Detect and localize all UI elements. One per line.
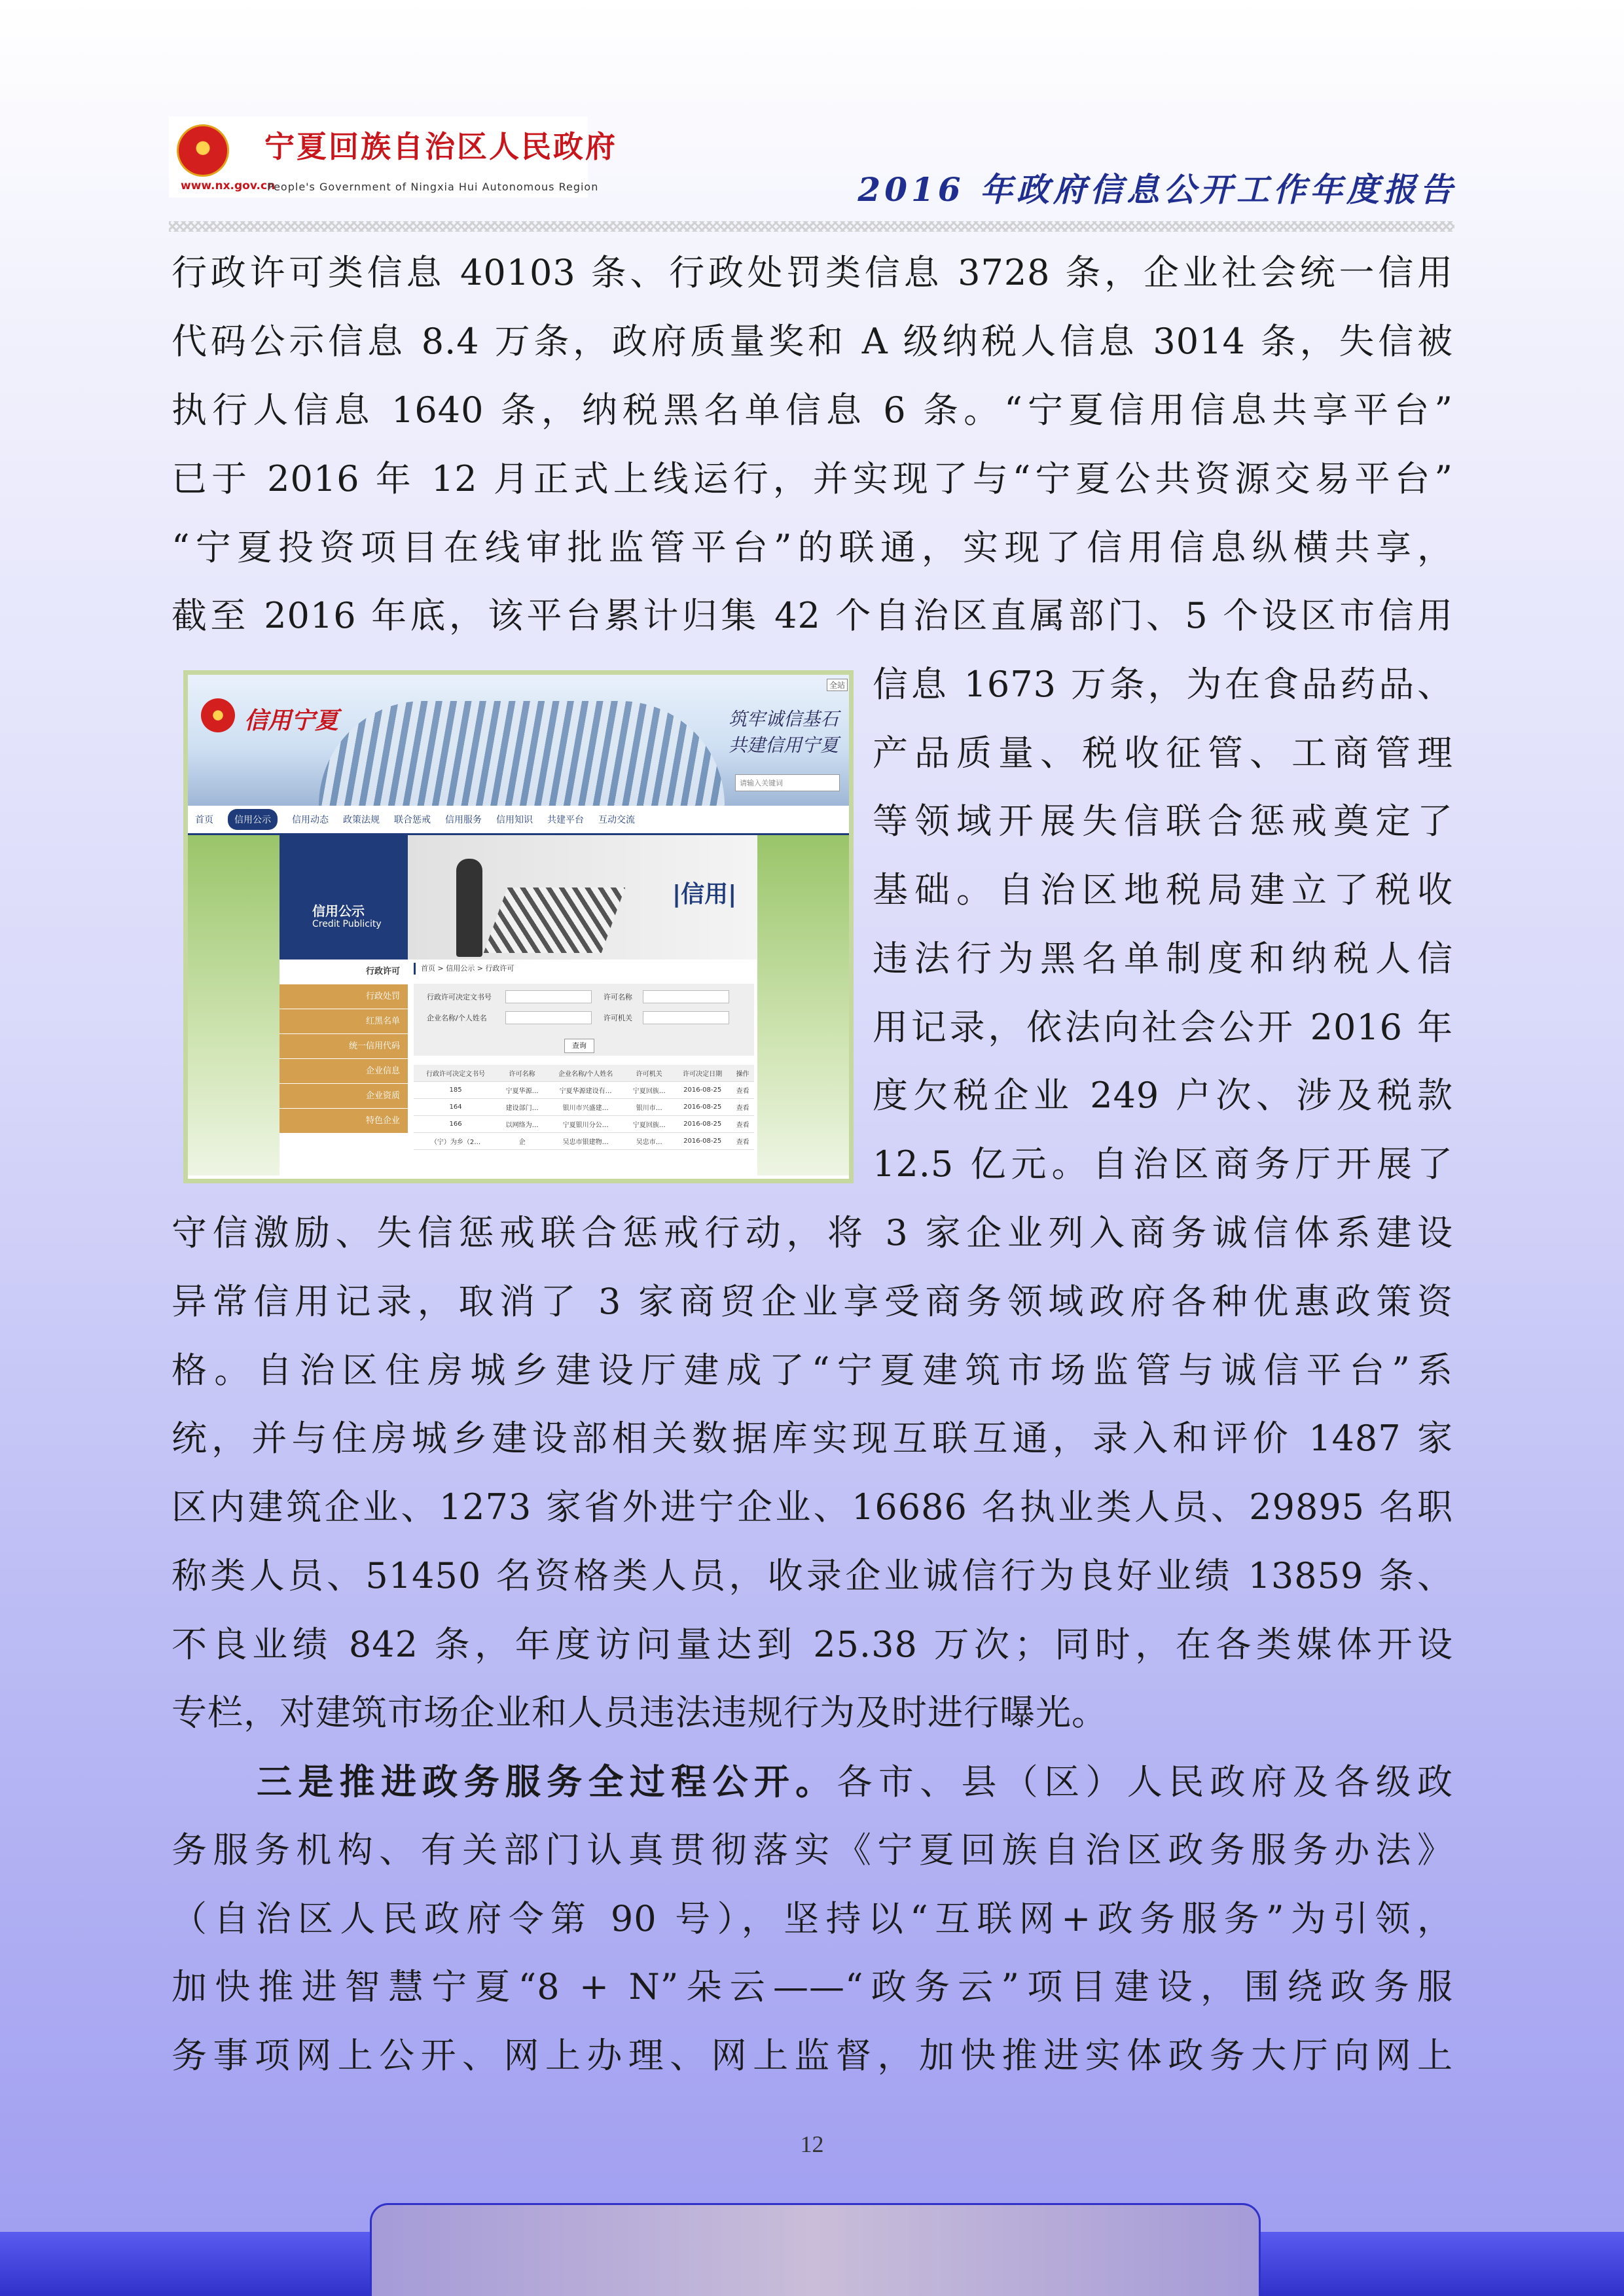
table-cell: 164 [414, 1099, 497, 1116]
body-line: 基础。自治区地税局建立了税收 [873, 869, 1453, 910]
banner-word: |信用| [672, 881, 737, 908]
column-header: 许可名称 [497, 1065, 547, 1082]
banner-title: 信用公示 [312, 903, 365, 919]
nav-item: 共建平台 [547, 815, 584, 825]
body-line: 区内建筑企业、1273 家省外进宁企业、16686 名执业类人员、29895 名职 [171, 1486, 1453, 1528]
table-cell: 宁夏华源建设有… [547, 1082, 624, 1099]
table-cell: 185 [414, 1082, 497, 1099]
nav-item: 政策法规 [343, 815, 380, 825]
site-corner-label: 全站 [827, 679, 848, 691]
paragraph-text: 各市、县（区）人民政府及各级政 [837, 1761, 1453, 1803]
table-row [414, 1099, 754, 1116]
table-cell: 银川市兴盛建… [547, 1099, 624, 1116]
body-line: 产品质量、税收征管、工商管理 [873, 732, 1453, 774]
body-line: 代码公示信息 8.4 万条，政府质量奖和 A 级纳税人信息 3014 条，失信被 [171, 321, 1453, 362]
body-line: 12.5 亿元。自治区商务厅开展了 [873, 1143, 1453, 1185]
site-content [414, 963, 754, 1179]
menu-item: 企业信息 [280, 1059, 408, 1083]
section-banner [280, 835, 757, 960]
body-line: 守信激励、失信惩戒联合惩戒行动，将 3 家企业列入商务诚信体系建设 [171, 1212, 1453, 1253]
table-cell: 吴忠市… [624, 1133, 674, 1150]
person-figure [456, 859, 482, 957]
body-line: “宁夏投资项目在线审批监管平台”的联通，实现了信用信息纵横共享， [171, 527, 1453, 568]
footer-band [0, 2232, 370, 2296]
nav-item: 信用知识 [496, 815, 533, 825]
body-line: 截至 2016 年底，该平台累计归集 42 个自治区直属部门、5 个设区市信用 [171, 595, 1453, 636]
table-header-row [414, 1065, 754, 1082]
form-label: 企业名称/个人姓名 [427, 1014, 487, 1022]
decorative-background [188, 835, 280, 1175]
form-label: 行政许可决定文书号 [427, 993, 492, 1001]
side-menu [280, 960, 408, 1134]
nav-item: 互动交流 [598, 815, 635, 825]
body-line: 不良业绩 842 条，年度访问量达到 25.38 万次；同时，在各类媒体开设 [171, 1624, 1453, 1665]
column-header: 许可决定日期 [674, 1065, 731, 1082]
table-cell: 宁夏回族… [624, 1116, 674, 1133]
table-cell: 宁夏华源… [497, 1082, 547, 1099]
body-line: 用记录，依法向社会公开 2016 年 [873, 1007, 1453, 1048]
header-divider [169, 221, 1454, 232]
government-logo [169, 117, 617, 198]
site-search-input: 请输入关键词 [735, 774, 840, 791]
menu-item-active: 行政许可 [280, 960, 408, 984]
body-line: 度欠税企业 249 户次、涉及税款 [873, 1075, 1453, 1116]
maze-graphic [484, 888, 625, 953]
form-field [643, 990, 729, 1003]
table-cell: 2016-08-25 [674, 1099, 731, 1116]
body-line: 执行人信息 1640 条，纳税黑名单信息 6 条。“宁夏信用信息共享平台” [171, 389, 1453, 431]
body-line: 已于 2016 年 12 月正式上线运行，并实现了与“宁夏公共资源交易平台” [171, 458, 1453, 499]
emblem-icon [201, 698, 235, 732]
table-cell: 查看 [731, 1133, 754, 1150]
paragraph-heading: 三是推进政务服务全过程公开。 [257, 1761, 837, 1803]
body-line: 专栏，对建筑市场企业和人员违法违规行为及时进行曝光。 [171, 1692, 1108, 1733]
table-cell: 查看 [731, 1082, 754, 1099]
site-header [188, 675, 849, 806]
body-line: 格。自治区住房城乡建设厅建成了“宁夏建筑市场监管与诚信平台”系 [171, 1350, 1453, 1391]
nav-item: 首页 [195, 815, 213, 825]
column-header: 企业名称/个人姓名 [547, 1065, 624, 1082]
org-name-en: People's Government of Ningxia Hui Autonomous Region [267, 181, 599, 193]
footer-band [1261, 2232, 1624, 2296]
menu-item: 企业资质 [280, 1084, 408, 1108]
menu-item: 行政处罚 [280, 984, 408, 1009]
slogan-line: 共建信用宁夏 [728, 734, 839, 756]
site-logo: 信用宁夏 [244, 708, 339, 734]
form-field [643, 1011, 729, 1024]
form-field [505, 1011, 592, 1024]
decorative-background [757, 835, 849, 1175]
table-cell: 吴忠市银建物… [547, 1133, 624, 1150]
banner-panel [280, 835, 408, 960]
banner-subtitle: Credit Publicity [312, 919, 382, 929]
table-cell: 建设部门… [497, 1099, 547, 1116]
site-nav [188, 806, 849, 835]
body-line: 信息 1673 万条，为在食品药品、 [873, 664, 1453, 705]
table-row [414, 1116, 754, 1133]
table-cell: 166 [414, 1116, 497, 1133]
body-line: 违法行为黑名单制度和纳税人信 [873, 938, 1453, 979]
report-title: 2016 年政府信息公开工作年度报告 [857, 170, 1456, 209]
slogan-line: 筑牢诚信基石 [728, 708, 839, 730]
form-label: 许可名称 [604, 993, 632, 1001]
org-url: www.nx.gov.cn [181, 179, 276, 192]
table-cell: （宁）为乡（2… [414, 1133, 497, 1150]
breadcrumb: 首页 > 信用公示 > 行政许可 [414, 963, 754, 975]
body-line: 异常信用记录，取消了 3 家商贸企业享受商务领域政府各种优惠政策资 [171, 1281, 1453, 1322]
table-cell: 宁夏银川分公… [547, 1116, 624, 1133]
table-cell: 2016-08-25 [674, 1082, 731, 1099]
body-line: 称类人员、51450 名资格类人员，收录企业诚信行为良好业绩 13859 条、 [171, 1555, 1453, 1596]
site-slogan [729, 706, 839, 759]
body-line: 务服务机构、有关部门认真贯彻落实《宁夏回族自治区政务服务办法》 [171, 1829, 1453, 1871]
nav-item: 联合惩戒 [394, 815, 431, 825]
menu-item: 统一信用代码 [280, 1034, 408, 1058]
credit-website-screenshot [183, 670, 854, 1183]
body-line: 等领域开展失信联合惩戒奠定了 [873, 800, 1453, 842]
table-cell: 企 [497, 1133, 547, 1150]
table-cell: 2016-08-25 [674, 1116, 731, 1133]
table-cell: 2016-08-25 [674, 1133, 731, 1150]
building-image [319, 701, 725, 806]
column-header: 行政许可决定文书号 [414, 1065, 497, 1082]
table-cell: 查看 [731, 1116, 754, 1133]
menu-item: 特色企业 [280, 1109, 408, 1133]
table-cell: 以网络为… [497, 1116, 547, 1133]
body-line: （自治区人民政府令第 90 号），坚持以“互联网+政务服务”为引领， [171, 1898, 1453, 1939]
org-name: 宁夏回族自治区人民政府 [264, 129, 617, 164]
query-button: 查询 [564, 1039, 594, 1053]
table-cell: 银川市… [624, 1099, 674, 1116]
body-line: 务事项网上公开、网上办理、网上监督，加快推进实体政务大厅向网上 [171, 2035, 1453, 2076]
nav-item: 信用动态 [292, 815, 329, 825]
body-line: 行政许可类信息 40103 条、行政处罚类信息 3728 条，企业社会统一信用 [171, 252, 1453, 293]
body-line: 统，并与住房城乡建设部相关数据库实现互联互通，录入和评价 1487 家 [171, 1418, 1453, 1459]
national-emblem-icon [177, 124, 229, 177]
table-cell: 宁夏回族… [624, 1082, 674, 1099]
column-header: 操作 [731, 1065, 754, 1082]
page-number: 12 [800, 2131, 824, 2157]
table-cell: 查看 [731, 1099, 754, 1116]
form-field [505, 990, 592, 1003]
footer-tab [370, 2203, 1261, 2296]
license-table [414, 1065, 754, 1150]
table-row [414, 1133, 754, 1150]
menu-item: 红黑名单 [280, 1009, 408, 1033]
body-line: 加快推进智慧宁夏“8 + N”朵云——“政务云”项目建设，围绕政务服 [171, 1966, 1453, 2007]
paragraph-first-line [257, 1759, 1453, 1804]
nav-item: 信用服务 [445, 815, 482, 825]
nav-item-active: 信用公示 [228, 809, 278, 830]
table-row [414, 1082, 754, 1099]
form-label: 许可机关 [604, 1014, 632, 1022]
column-header: 许可机关 [624, 1065, 674, 1082]
query-form [414, 984, 754, 1056]
